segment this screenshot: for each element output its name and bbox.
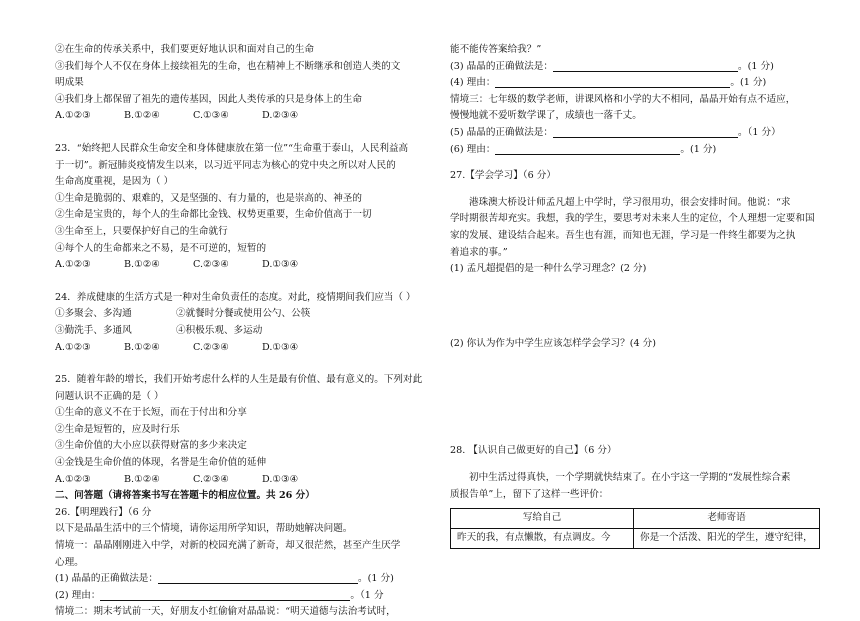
q23-option-b: B.①②④ [124, 259, 160, 271]
q22-options [55, 108, 422, 125]
q24-stem: 24．养成健康的生活方式是一种对生命负责任的态度。对此，疫情期间我们应当（ ） [55, 291, 416, 303]
table-cell-self: 昨天的我，有点懒散，有点调皮。今 [451, 529, 634, 549]
table-header-teacher: 老师寄语 [634, 509, 820, 529]
q22-item-4: ④我们身上都保留了祖先的遗传基因，因此人类传承的只是身体上的生命 [55, 93, 362, 105]
q26-sub1 [55, 571, 422, 588]
table-row [451, 529, 820, 549]
q26-sub3-answer-blank[interactable] [553, 59, 738, 72]
q26-scene2-tail: 能不能传答案给我？” [450, 44, 542, 55]
q27-para-1: 港珠澳大桥设计师孟凡超上中学时，学习很用功，很会安排时间。他说：“求 [469, 196, 791, 208]
table-header-self: 写给自己 [451, 509, 634, 529]
q25-options [55, 472, 422, 489]
q26-title: 26.【明理践行】（6 分 [55, 506, 152, 518]
q26-sub1-score: 。(1 分) [357, 573, 394, 585]
q25-stem-1: 25．随着年龄的增长，我们开始考虑什么样的人生是最有价值、最有意义的。下列对此 [55, 374, 422, 386]
table-cell-teacher: 你是一个活泼、阳光的学生，遵守纪律， [634, 529, 820, 549]
q26-sub5-score: 。（1 分） [737, 126, 781, 138]
q26-sub5-label: (5) 晶晶的正确做法是： [450, 126, 553, 138]
q22-option-b: B.①②④ [124, 110, 160, 122]
right-column [450, 42, 817, 549]
q26-sub4-score: 。(1 分) [730, 77, 767, 89]
q23-option-d: D.①③④ [262, 259, 299, 271]
q28-para-1: 初中生活过得真快，一个学期就快结束了。在小宇这一学期的“发展性综合素 [469, 471, 791, 483]
q25-item-1: ①生命的意义不在于长短，而在于付出和分享 [55, 407, 247, 419]
q26-sub1-label: (1) 晶晶的正确做法是： [55, 573, 158, 585]
q25-option-c: C.②③④ [193, 473, 229, 485]
q22-item-3-cont: 明成果 [55, 77, 84, 89]
q24-option-a: A.①②③ [55, 341, 91, 353]
q26-sub2-label: (2) 理由： [55, 589, 101, 601]
q28-para-2: 质报告单”上，留下了这样一些评价： [450, 488, 609, 500]
q22-option-a: A.①②③ [55, 110, 91, 122]
q26-sub4 [450, 75, 817, 92]
q26-scene3-1: 情境三：七年级的数学老师，讲课风格和小学的大不相同，晶晶开始有点不适应， [450, 93, 796, 105]
q23-options [55, 257, 422, 274]
q25-option-a: A.①②③ [55, 473, 91, 485]
q25-item-2: ②生命是短暂的，应及时行乐 [55, 423, 180, 435]
q27-title: 27.【学会学习】（6 分） [450, 170, 556, 182]
q24-option-b: B.①②④ [124, 341, 160, 353]
q26-sub6-label: (6) 理由： [450, 143, 496, 155]
q25-option-b: B.①②④ [124, 473, 160, 485]
q25-item-3: ③生命价值的大小应以获得财富的多少来决定 [55, 440, 247, 452]
left-column [55, 42, 422, 621]
q27-sub1-answer-space[interactable] [450, 278, 817, 336]
q26-scene1-1: 情境一：晶晶刚刚进入中学，对新的校园充满了新奇，却又很茫然，甚至产生厌学 [55, 540, 401, 552]
q23-item-2: ②生命是宝贵的，每个人的生命都比金钱、权势更重要，生命价值高于一切 [55, 209, 372, 221]
q22-option-d: D.②③④ [262, 110, 299, 122]
q26-sub3-score: 。(1 分) [737, 60, 774, 72]
evaluation-table [450, 508, 820, 549]
q26-scene2: 情境二：期末考试前一天，好朋友小红偷偷对晶晶说：“明天道德与法治考试时， [55, 606, 396, 618]
q25-stem-2: 问题认识不正确的是（ ） [55, 390, 164, 402]
q23-item-1: ①生命是脆弱的、艰难的，又是坚强的、有力量的，也是崇高的、神圣的 [55, 192, 362, 204]
q26-sub6-score: 。(1 分) [680, 143, 717, 155]
q23-stem-2: 于一切”。新冠肺炎疫情发生以来，以习近平同志为核心的党中央之所以对人民的 [55, 159, 396, 171]
q26-sub2-score: 。（1 分 [350, 589, 384, 601]
q27-para-3: 家的发展、建设结合起来。吾生也有涯，而知也无涯，学习是一件终生都要为之执 [450, 229, 796, 241]
q26-sub4-label: (4) 理由： [450, 77, 496, 89]
q23-item-4: ④每个人的生命都来之不易，是不可逆的，短暂的 [55, 242, 267, 254]
q22-option-c: C.①③④ [193, 110, 229, 122]
q22-item-2: ②在生命的传承关系中，我们要更好地认识和面对自己的生命 [55, 44, 315, 55]
q26-sub6-answer-blank[interactable] [495, 142, 680, 155]
section-2-heading: 二、问答题（请将答案书写在答题卡的相应位置。共 26 分） [55, 490, 315, 502]
q26-sub5 [450, 125, 817, 142]
q26-sub2-answer-blank[interactable] [100, 588, 350, 601]
q27-sub1: (1) 孟凡超提倡的是一种什么学习理念？(2 分) [450, 263, 647, 275]
q24-options [55, 340, 422, 357]
q26-sub5-answer-blank[interactable] [553, 125, 738, 138]
q27-sub2-answer-space[interactable] [450, 352, 817, 443]
q24-option-d: D.①③④ [262, 341, 299, 353]
table-header-row [451, 509, 820, 529]
q27-para-2: 学时期很苦却充实。我想，我的学生，要思考对未来人生的定位，个人理想一定要和国 [450, 213, 815, 225]
q25-option-d: D.①③④ [262, 473, 299, 485]
q24-items-row1 [55, 306, 422, 323]
q23-option-c: C.②③④ [193, 259, 229, 271]
q24-items-row2 [55, 323, 422, 340]
q24-item-4: ④积极乐观、多运动 [176, 324, 263, 336]
q22-item-3: ③我们每个人不仅在身体上接续祖先的生命，也在精神上不断继承和创造人类的文 [55, 60, 401, 72]
q26-scene1-2: 心理。 [55, 556, 84, 568]
q27-sub2: (2) 你认为作为中学生应该怎样学会学习？(4 分) [450, 337, 656, 349]
q26-sub1-answer-blank[interactable] [158, 571, 358, 584]
q26-intro: 以下是晶晶生活中的三个情境，请你运用所学知识，帮助她解决问题。 [55, 523, 353, 535]
q27-para-4: 着追求的事。” [450, 246, 508, 258]
q23-stem-3: 生命高度重视，是因为（ ） [55, 176, 174, 188]
q23-item-3: ③生命至上，只要保护好自己的生命就行 [55, 225, 228, 237]
q28-title: 28. 【认识自己做更好的自己】（6 分） [450, 445, 617, 457]
q26-scene3-2: 慢慢地就不爱听数学课了，成绩也一落千丈。 [450, 110, 642, 122]
q25-item-4: ④金钱是生命价值的体现，名誉是生命价值的延伸 [55, 457, 267, 469]
q26-sub6 [450, 142, 817, 159]
q24-option-c: C.②③④ [193, 341, 229, 353]
q26-sub2 [55, 588, 422, 605]
q24-item-1: ①多聚会、多沟通 [55, 308, 132, 320]
q23-stem-1: 23．“始终把人民群众生命安全和身体健康放在第一位”“生命重于泰山，人民利益高 [55, 142, 409, 154]
q26-sub3 [450, 59, 817, 76]
q24-item-2: ②就餐时分餐或使用公勺、公筷 [176, 308, 311, 320]
q26-sub4-answer-blank[interactable] [495, 75, 730, 88]
q23-option-a: A.①②③ [55, 259, 91, 271]
q26-sub3-label: (3) 晶晶的正确做法是： [450, 60, 553, 72]
q24-item-3: ③勤洗手、多通风 [55, 324, 132, 336]
